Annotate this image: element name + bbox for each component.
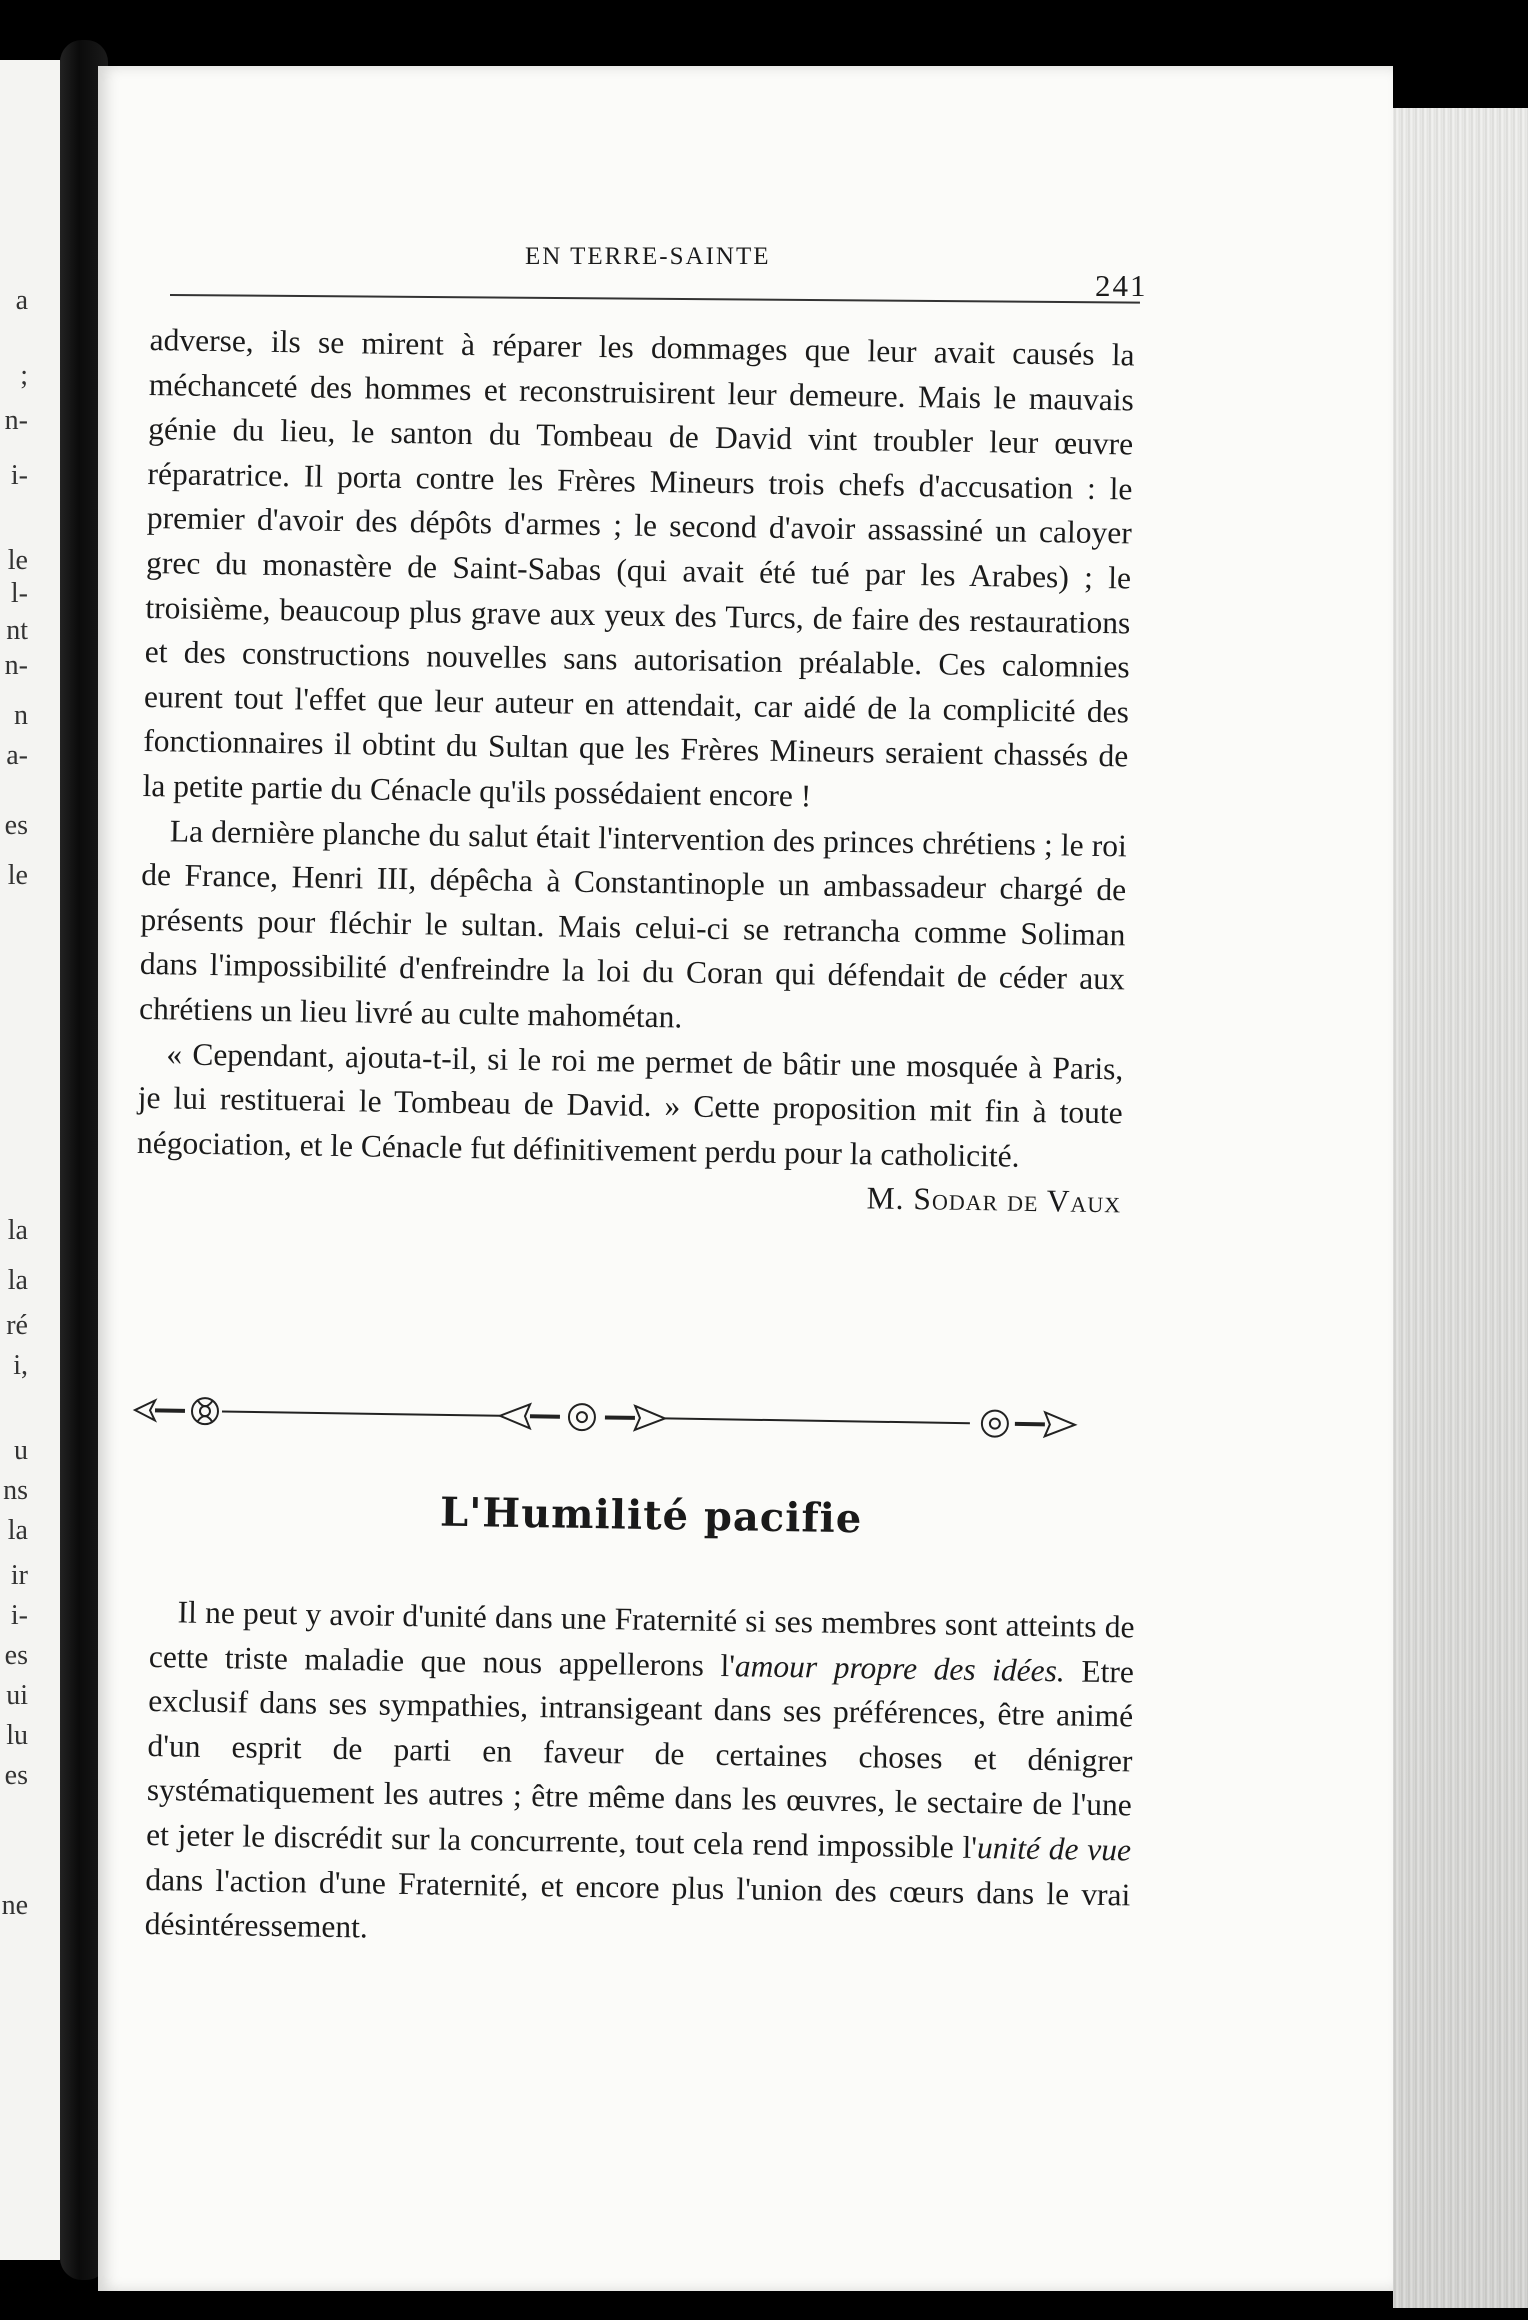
page-number: 241: [1095, 268, 1148, 303]
left-page-fragment: l-: [10, 578, 28, 609]
left-page-fragment: ns: [3, 1475, 28, 1506]
left-page-fragment: ir: [10, 1560, 28, 1591]
left-page-fragment: le: [7, 860, 28, 891]
left-page-fragment: ;: [20, 360, 28, 391]
article-paragraph: adverse, ils se mirent à réparer les dommages que leur avait causés la méchanceté des hommes et reconstruisirent leur demeure. Mais le mauvais génie du lieu, le santon du Tombeau de David vint troubler leur œuvre réparatrice. Il porta contre les Frères Mineurs trois chefs d'accusation : le premier d'avoir des dépôts d'armes ; le second d'avoir assassiné un caloyer grec du monastère de Saint-Sabas (qui avait été tué par les Arabes) ; le troisième, beaucoup plus grave aux yeux des Turcs, de faire des restaurations et des constructions nouvelles sans autorisation préalable. Ces calomnies eurent tout l'effet que leur auteur en attendait, car aidé de la complicité des fonctionnaires il obtint du Sultan que les Frères Mineurs seraient chassés de la petite partie du Cénacle qu'ils possédaient encore !: [142, 321, 1135, 814]
left-page-fragment: ré: [6, 1310, 28, 1341]
section-text: Etre exclusif dans ses sympathies, intransigeant dans ses préférences, être animé d'un esprit de parti en faveur de certaines choses et dénigrer systématiquement les autres ; être même dans les œuvres, le sectaire de l'une et jeter le discrédit sur la concurrente, tout cela rend impossible l': [145, 1652, 1135, 1865]
left-page-fragment: a-: [6, 740, 28, 771]
left-page-fragment: ui: [6, 1680, 28, 1711]
left-page-fragment: nt: [6, 615, 28, 646]
section-text: dans l'action d'une Fraternité, et encore plus l'union des cœurs dans le vrai désintéressement.: [144, 1861, 1131, 1945]
article-signature: M. Sodar de Vaux: [866, 1180, 1122, 1220]
section-title: L'Humilité pacifie: [439, 1488, 863, 1543]
left-page-fragment: a: [15, 285, 28, 316]
page-fore-edge: [1393, 108, 1528, 2308]
left-page-fragment: lu: [6, 1720, 28, 1751]
left-page-fragment: i-: [10, 460, 28, 491]
article-body: [136, 318, 1135, 1225]
left-page-fragment: es: [4, 810, 28, 841]
section-paragraph: [144, 1590, 1134, 1962]
left-facing-page: [0, 60, 60, 2260]
article-paragraph: « Cependant, ajouta-t-il, si le roi me permet de bâtir une mosquée à Paris, je lui restituerai le Tombeau de David. » Cette proposition mit fin à toute négociation, et le Cénacle fut définitivement perdu pour la catholicité.: [136, 1035, 1124, 1174]
left-page-fragment: n: [14, 700, 28, 731]
left-page-fragment: i-: [10, 1600, 28, 1631]
left-page-fragment: es: [4, 1760, 28, 1791]
section-body: [144, 1590, 1134, 1962]
left-page-fragment: es: [4, 1640, 28, 1671]
left-page-fragment: i,: [13, 1350, 28, 1381]
left-page-fragment: n-: [4, 650, 28, 681]
section-italic: unité de vue: [976, 1829, 1132, 1868]
left-page-fragment: la: [7, 1515, 28, 1546]
section-text: Il ne peut y avoir d'unité dans une Fraternité si ses membres sont atteints de cette triste maladie que nous appellerons l': [148, 1594, 1135, 1683]
left-page-fragment: la: [7, 1265, 28, 1296]
left-page-fragment: le: [7, 545, 28, 576]
left-page-fragment: la: [7, 1215, 28, 1246]
article-paragraph: La dernière planche du salut était l'intervention des princes chrétiens ; le roi de France, Henri III, dépêcha à Constantinople un ambassadeur chargé de présents pour fléchir le sultan. Mais celui-ci se retrancha comme Soliman dans l'impossibilité d'enfreindre la loi du Coran qui défendait de céder aux chrétiens un lieu livré au culte mahométan.: [138, 812, 1128, 1035]
left-page-fragment: u: [14, 1435, 28, 1466]
running-title: EN TERRE-SAINTE: [525, 243, 771, 270]
section-italic: amour propre des idées.: [734, 1647, 1066, 1688]
left-page-fragment: n-: [4, 405, 28, 436]
left-page-fragment: ne: [1, 1890, 28, 1921]
running-header: [170, 243, 1150, 303]
